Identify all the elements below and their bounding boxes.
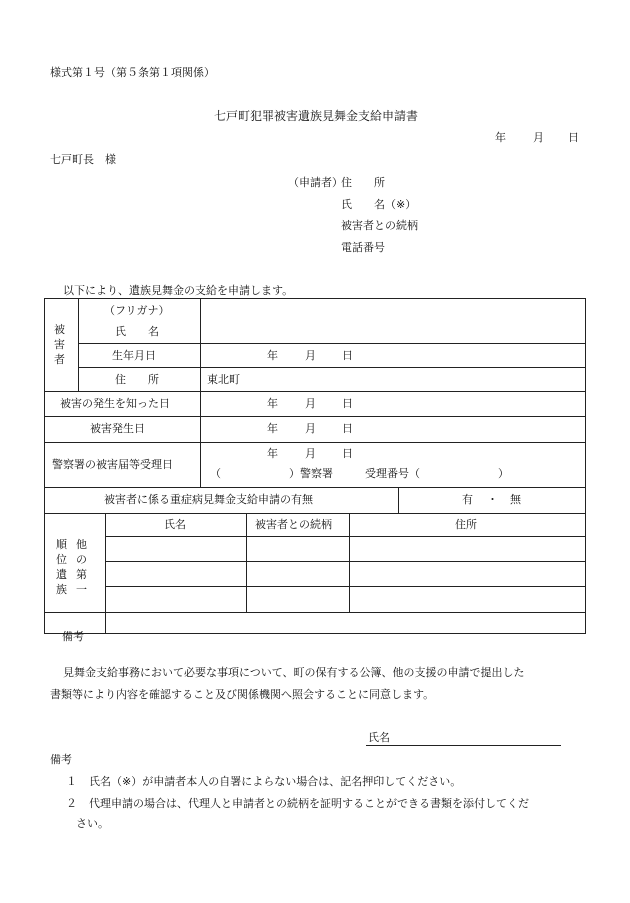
serious-injury-label: 被害者に係る重症病見舞金支給申請の有無 (104, 493, 313, 506)
police-paren-close: ） (498, 467, 509, 480)
serious-injury-no[interactable]: 無 (510, 493, 521, 506)
form-number: 様式第１号（第５条第１項関係） (50, 66, 215, 79)
applicant-address-label: 住 所 (341, 176, 385, 189)
applicant-name-label: 氏 名（※） (341, 198, 417, 211)
note2-number: ２ (66, 797, 77, 810)
aware-date-label: 被害の発生を知った日 (60, 397, 170, 410)
date-month-label: 月 (533, 131, 544, 144)
police-year-label: 年 (267, 447, 278, 460)
date-day-label: 日 (568, 131, 579, 144)
occur-date-label: 被害発生日 (90, 422, 145, 435)
remarks-label: 備考 (62, 630, 84, 643)
police-receipt-label: 受理番号（ (365, 467, 420, 480)
police-date-label: 警察署の被害届等受理日 (52, 458, 173, 471)
family-header-name: 氏名 (164, 518, 186, 531)
family-header-relation: 被害者との続柄 (255, 518, 332, 531)
applicant-relation-label: 被害者との続柄 (341, 219, 418, 232)
date-year-label: 年 (495, 131, 506, 144)
applicant-phone-label: 電話番号 (341, 241, 385, 254)
serious-injury-dot: ・ (487, 493, 498, 506)
note2-text-line2: さい。 (76, 817, 109, 830)
police-month-label: 月 (305, 447, 316, 460)
signature-line (366, 745, 561, 746)
occur-year-label: 年 (267, 422, 278, 435)
aware-day-label: 日 (342, 397, 353, 410)
aware-year-label: 年 (267, 397, 278, 410)
addressee: 七戸町長 様 (50, 153, 116, 166)
birth-month-label: 月 (305, 349, 316, 362)
consent-line2: 書類等により内容を確認すること及び関係機関へ照会することに同意します。 (50, 688, 435, 701)
occur-month-label: 月 (305, 422, 316, 435)
family-header-address: 住所 (455, 518, 477, 531)
applicant-role-label: （申請者） (288, 176, 343, 189)
police-day-label: 日 (342, 447, 353, 460)
victim-birth-label: 生年月日 (112, 349, 156, 362)
note2-text-line1: 代理申請の場合は、代理人と申請者との続柄を証明することができる書類を添付してくだ (89, 797, 529, 810)
signature-label: 氏名 (368, 731, 390, 744)
form-title: 七戸町犯罪被害遺族見舞金支給申請書 (214, 109, 419, 123)
note1-number: １ (66, 775, 77, 788)
birth-year-label: 年 (267, 349, 278, 362)
victim-address-value: 東北町 (207, 373, 240, 386)
intro-text: 以下により、遺族見舞金の支給を申請します。 (63, 284, 294, 297)
other-family-col2: 他の第一 (76, 538, 87, 596)
note1-text: 氏名（※）が申請者本人の自署によらない場合は、記名押印してください。 (89, 775, 462, 788)
consent-line1: 見舞金支給事務において必要な事項について、町の保有する公簿、他の支援の申請で提出した (63, 666, 525, 679)
occur-day-label: 日 (342, 422, 353, 435)
police-station-label: ）警察署 (289, 467, 333, 480)
birth-day-label: 日 (342, 349, 353, 362)
aware-month-label: 月 (305, 397, 316, 410)
victim-address-label: 住 所 (115, 373, 159, 386)
victim-name-label: 氏 名 (115, 325, 159, 338)
furigana-label: （フリガナ） (104, 304, 170, 317)
other-family-col1: 順位遺族 (56, 538, 67, 596)
victim-section-label: 被害者 (54, 323, 65, 366)
notes-heading: 備考 (50, 753, 72, 766)
serious-injury-yes[interactable]: 有 (462, 493, 473, 506)
police-paren-open: （ (210, 467, 221, 480)
